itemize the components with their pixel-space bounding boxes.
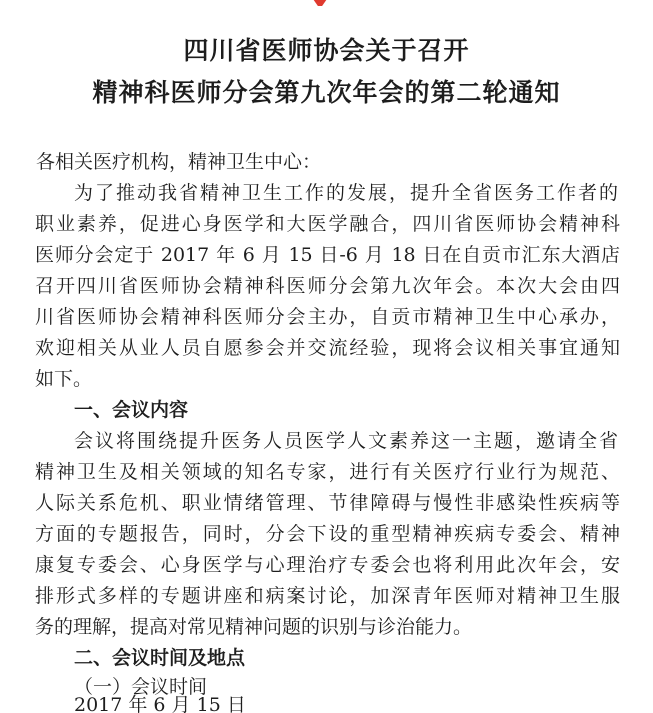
paragraph-1-line: 召开四川省医师协会精神科医师分会第九次年会。本次大会由四 <box>35 275 620 297</box>
paragraph-2-line: 精神卫生及相关领域的知名专家，进行有关医疗行业行为规范、 <box>35 461 620 483</box>
section-2-heading: 二、会议时间及地点 <box>74 647 246 669</box>
paragraph-2-line: 康复专委会、心身医学与心理治疗专委会也将利用此次年会，安 <box>35 554 620 576</box>
section-1-heading: 一、会议内容 <box>74 399 189 421</box>
red-seal-fragment-icon <box>308 0 332 6</box>
document-title-line-1: 四川省医师协会关于召开 <box>183 36 470 65</box>
paragraph-1-line: 如下。 <box>35 368 93 390</box>
meeting-date: 2017 年 6 月 15 日 <box>74 694 246 713</box>
paragraph-2-line: 会议将围绕提升医务人员医学人文素养这一主题，邀请全省 <box>74 430 618 452</box>
document-title-line-2: 精神科医师分会第九次年会的第二轮通知 <box>92 78 561 107</box>
subsection-1-heading: （一）会议时间 <box>74 676 208 698</box>
paragraph-1-line: 欢迎相关从业人员自愿参会并交流经验，现将会议相关事宜通知 <box>35 337 620 359</box>
paragraph-2-line: 排形式多样的专题讲座和病案讨论，加深青年医师对精神卫生服 <box>35 585 620 607</box>
paragraph-1-line: 职业素养，促进心身医学和大医学融合，四川省医师协会精神科 <box>35 213 620 235</box>
paragraph-1-line: 为了推动我省精神卫生工作的发展，提升全省医务工作者的 <box>74 182 618 204</box>
paragraph-2-line: 务的理解，提高对常见精神问题的识别与诊治能力。 <box>35 616 473 638</box>
paragraph-2-line: 人际关系危机、职业情绪管理、节律障碍与慢性非感染性疾病等 <box>35 492 620 514</box>
paragraph-1-line: 川省医师协会精神科医师分会主办，自贡市精神卫生中心承办， <box>35 306 620 328</box>
salutation: 各相关医疗机构，精神卫生中心： <box>36 151 322 173</box>
paragraph-2-line: 方面的专题报告，同时，分会下设的重型精神疾病专委会、精神 <box>35 523 620 545</box>
paragraph-1-line: 医师分会定于 2017 年 6 月 15 日-6 月 18 日在自贡市汇东大酒店 <box>35 244 620 266</box>
